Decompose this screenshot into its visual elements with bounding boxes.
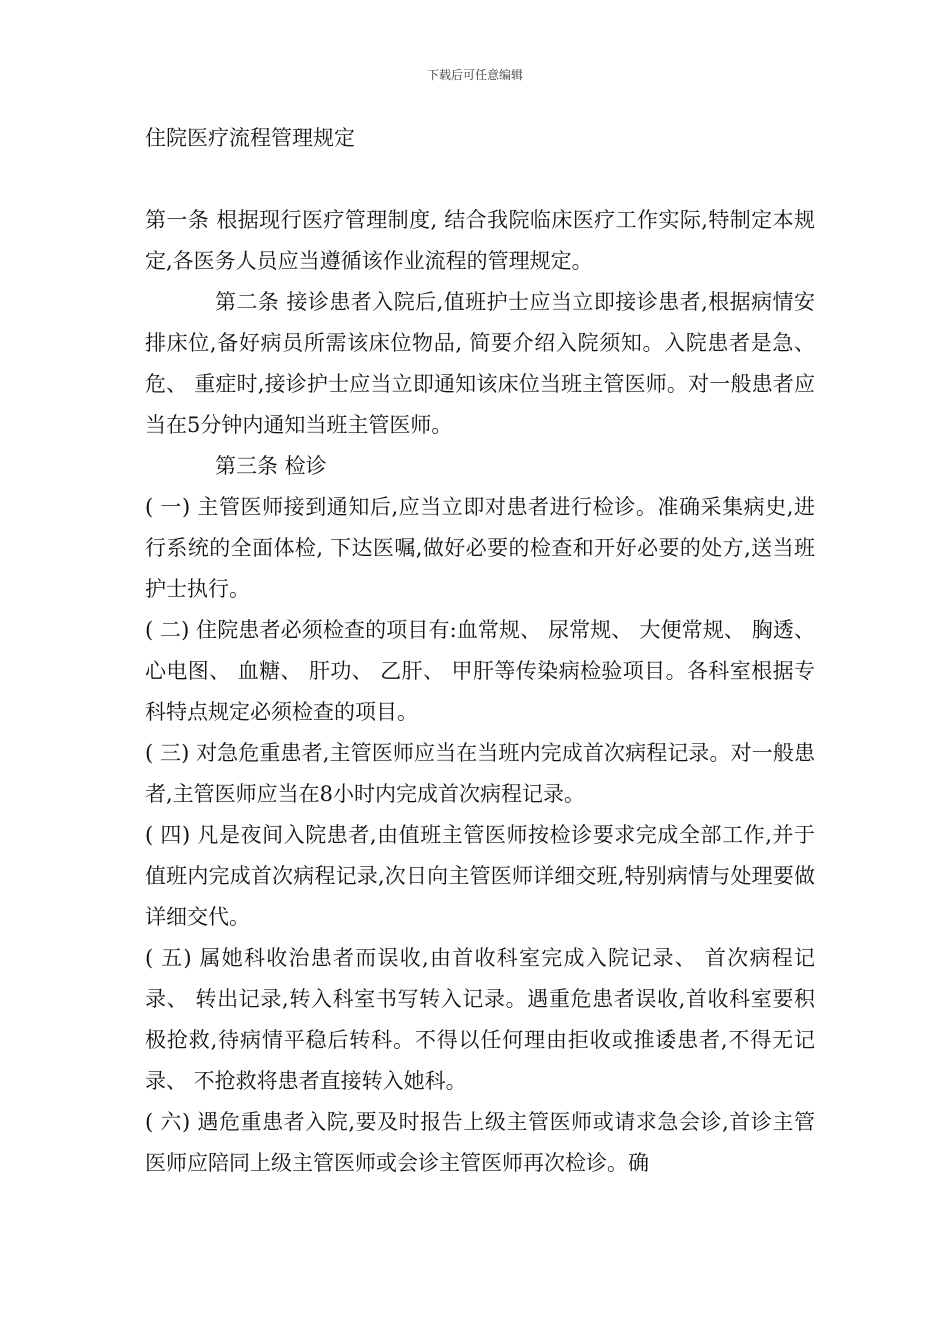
clause-4-paragraph: ( 四) 凡是夜间入院患者,由值班主管医师按检诊要求完成全部工作,并于值班内完成首次病程记录,次日向主管医师详细交班,特别病情与处理要做详细交代。: [145, 823, 815, 929]
clause-3-paragraph: ( 三) 对急危重患者,主管医师应当在当班内完成首次病程记录。对一般患者,主管医师应当在8小时内完成首次病程记录。: [145, 741, 815, 806]
page-header: 下载后可任意编辑: [426, 68, 523, 82]
article-3-heading: 第三条 检诊: [215, 454, 327, 478]
clause-1-paragraph: ( 一) 主管医师接到通知后,应当立即对患者进行检诊。准确采集病史,进行系统的全面体检, 下达医嘱,做好必要的检查和开好必要的处方,送当班护士执行。: [145, 495, 815, 601]
article-2-paragraph: 第二条 接诊患者入院后,值班护士应当立即接诊患者,根据病情安排床位,备好病员所需该床位物品, 简要介绍入院须知。入院患者是急、 危、 重症时,接诊护士应当立即通知该床位当班主管医师。对一般患者应当在5分钟内通知当班主管医师。: [145, 290, 815, 437]
clause-2-paragraph: ( 二) 住院患者必须检查的项目有:血常规、 尿常规、 大便常规、 胸透、 心电图、 血糖、 肝功、 乙肝、 甲肝等传染病检验项目。各科室根据专科特点规定必须检查的项目。: [145, 618, 815, 724]
document-title: 住院医疗流程管理规定: [145, 126, 355, 150]
clause-6-paragraph: ( 六) 遇危重患者入院,要及时报告上级主管医师或请求急会诊,首诊主管医师应陪同上级主管医师或会诊主管医师再次检诊。确: [145, 1110, 815, 1175]
article-1-paragraph: 第一条 根据现行医疗管理制度, 结合我院临床医疗工作实际,特制定本规定,各医务人员应当遵循该作业流程的管理规定。: [145, 208, 815, 273]
document-body: [145, 200, 815, 1184]
clause-5-paragraph: ( 五) 属她科收治患者而误收,由首收科室完成入院记录、 首次病程记录、 转出记录,转入科室书写转入记录。遇重危患者误收,首收科室要积极抢救,待病情平稳后转科。不得以任何理由拒收或推诿患者,不得无记录、 不抢救将患者直接转入她科。: [145, 946, 815, 1093]
